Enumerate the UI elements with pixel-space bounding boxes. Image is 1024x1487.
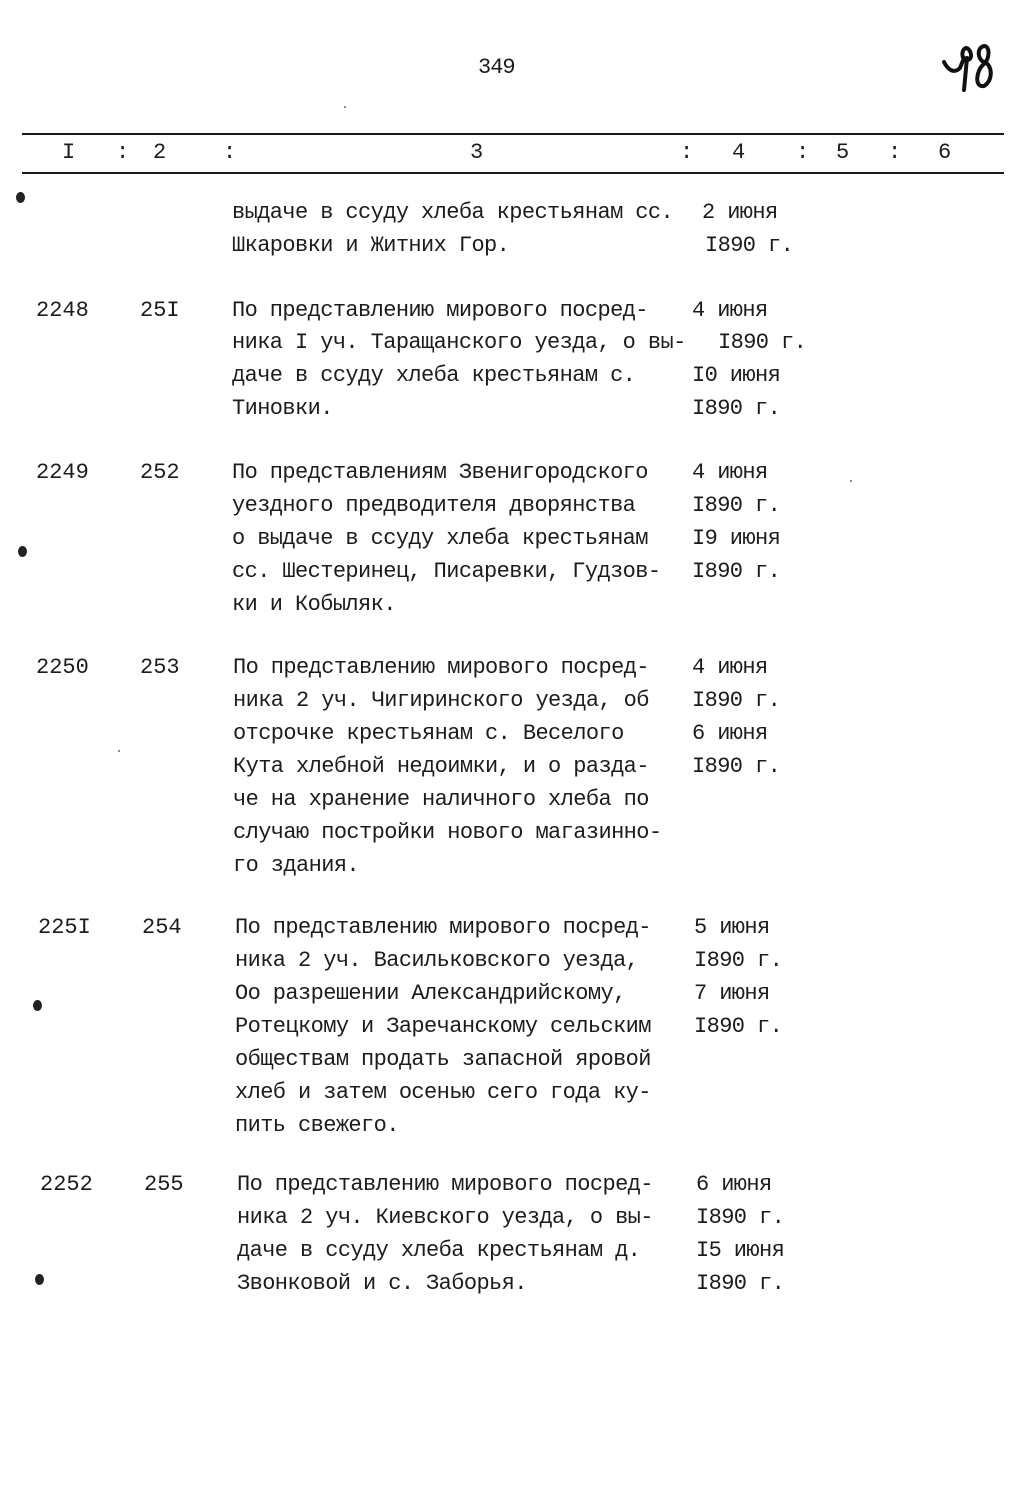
page-number: 349 <box>478 55 515 80</box>
date-line: 5 июня <box>694 915 770 940</box>
description-line: даче в ссуду хлеба крестьянам с. <box>232 363 636 388</box>
description-line: ника I уч. Таращанского уезда, о вы- <box>232 330 686 355</box>
description-line: По представлению мирового посред- <box>235 915 651 940</box>
description-line: ника 2 уч. Чигиринского уезда, об <box>233 688 649 713</box>
date-line: 7 июня <box>694 981 770 1006</box>
scan-dot <box>344 106 346 108</box>
description-line: уездного предводителя дворянства <box>232 493 636 518</box>
description-line: сс. Шестеринец, Писаревки, Гудзов- <box>232 559 661 584</box>
description-line: ки и Кобыляк. <box>232 592 396 617</box>
date-line: I5 июня <box>696 1238 785 1263</box>
column-header-row <box>0 140 1024 168</box>
description-line: ника 2 уч. Киевского уезда, о вы- <box>237 1205 653 1230</box>
header-rule-bottom <box>22 172 1004 174</box>
date-line: I890 г. <box>694 948 783 973</box>
scan-speck <box>35 1274 44 1285</box>
description-line: го здания. <box>233 853 360 878</box>
description-line: По представлению мирового посред- <box>233 655 649 680</box>
description-line: По представлению мирового посред- <box>232 298 648 323</box>
description-line: Ротецкому и Заречанскому сельским <box>235 1014 651 1039</box>
column-header-3: 3 <box>470 140 484 165</box>
description-line: хлеб и затем осенью сего года ку- <box>235 1080 651 1105</box>
date-line: I890 г. <box>694 1014 783 1039</box>
file-number: 25I <box>140 298 180 323</box>
date-line: I9 июня <box>692 526 781 551</box>
description-line: ника 2 уч. Васильковского уезда, <box>235 948 639 973</box>
date-line: 6 июня <box>696 1172 772 1197</box>
record-number: 2250 <box>36 655 89 680</box>
column-header-6: 6 <box>938 140 952 165</box>
column-separator: : <box>680 140 694 165</box>
date-line: 4 июня <box>692 460 768 485</box>
date-line: I890 г. <box>692 754 781 779</box>
record-number: 2249 <box>36 460 89 485</box>
header-rule-top <box>22 133 1004 135</box>
description-line: По представлению мирового посред- <box>237 1172 653 1197</box>
column-separator: : <box>796 140 810 165</box>
file-number: 252 <box>140 460 180 485</box>
date-line: I890 г. <box>705 233 794 258</box>
date-line: 4 июня <box>692 655 768 680</box>
scan-speck <box>16 192 25 203</box>
date-line: I890 г. <box>692 559 781 584</box>
column-header-1: I <box>62 140 76 165</box>
record-number: 225I <box>38 915 91 940</box>
scan-dot <box>850 480 852 482</box>
description-line: Звонковой и с. Заборья. <box>237 1271 527 1296</box>
description-line: Тиновки. <box>232 396 333 421</box>
description-line: отсрочке крестьянам с. Веселого <box>233 721 624 746</box>
description-line: случаю постройки нового магазинно- <box>233 820 662 845</box>
file-number: 253 <box>140 655 180 680</box>
description-line: Оо разрешении Александрийскому, <box>235 981 626 1006</box>
record-number: 2252 <box>40 1172 93 1197</box>
date-line: I890 г. <box>692 396 781 421</box>
description-line: Кута хлебной недоимки, и о разда- <box>233 754 649 779</box>
scan-speck <box>33 1000 42 1011</box>
description-line: выдаче в ссуду хлеба крестьянам сс. <box>232 200 674 225</box>
record-number: 2248 <box>36 298 89 323</box>
date-line: I890 г. <box>718 330 807 355</box>
file-number: 255 <box>144 1172 184 1197</box>
date-line: I0 июня <box>692 363 781 388</box>
description-line: обществам продать запасной яровой <box>235 1047 651 1072</box>
file-number: 254 <box>142 915 182 940</box>
handwritten-folio-icon <box>940 40 1000 96</box>
column-header-2: 2 <box>153 140 167 165</box>
scan-speck <box>18 546 27 557</box>
column-header-5: 5 <box>836 140 850 165</box>
date-line: 6 июня <box>692 721 768 746</box>
column-separator: : <box>116 140 130 165</box>
description-line: о выдаче в ссуду хлеба крестьянам <box>232 526 648 551</box>
date-line: I890 г. <box>692 493 781 518</box>
description-line: пить свежего. <box>235 1113 399 1138</box>
description-line: Шкаровки и Житних Гор. <box>232 233 510 258</box>
column-separator: : <box>223 140 237 165</box>
date-line: I890 г. <box>696 1205 785 1230</box>
description-line: че на хранение наличного хлеба по <box>233 787 649 812</box>
date-line: 4 июня <box>692 298 768 323</box>
description-line: По представлениям Звенигородского <box>232 460 648 485</box>
date-line: I890 г. <box>696 1271 785 1296</box>
date-line: I890 г. <box>692 688 781 713</box>
scan-dot <box>118 750 120 752</box>
description-line: даче в ссуду хлеба крестьянам д. <box>237 1238 641 1263</box>
column-separator: : <box>888 140 902 165</box>
column-header-4: 4 <box>732 140 746 165</box>
date-line: 2 июня <box>702 200 778 225</box>
